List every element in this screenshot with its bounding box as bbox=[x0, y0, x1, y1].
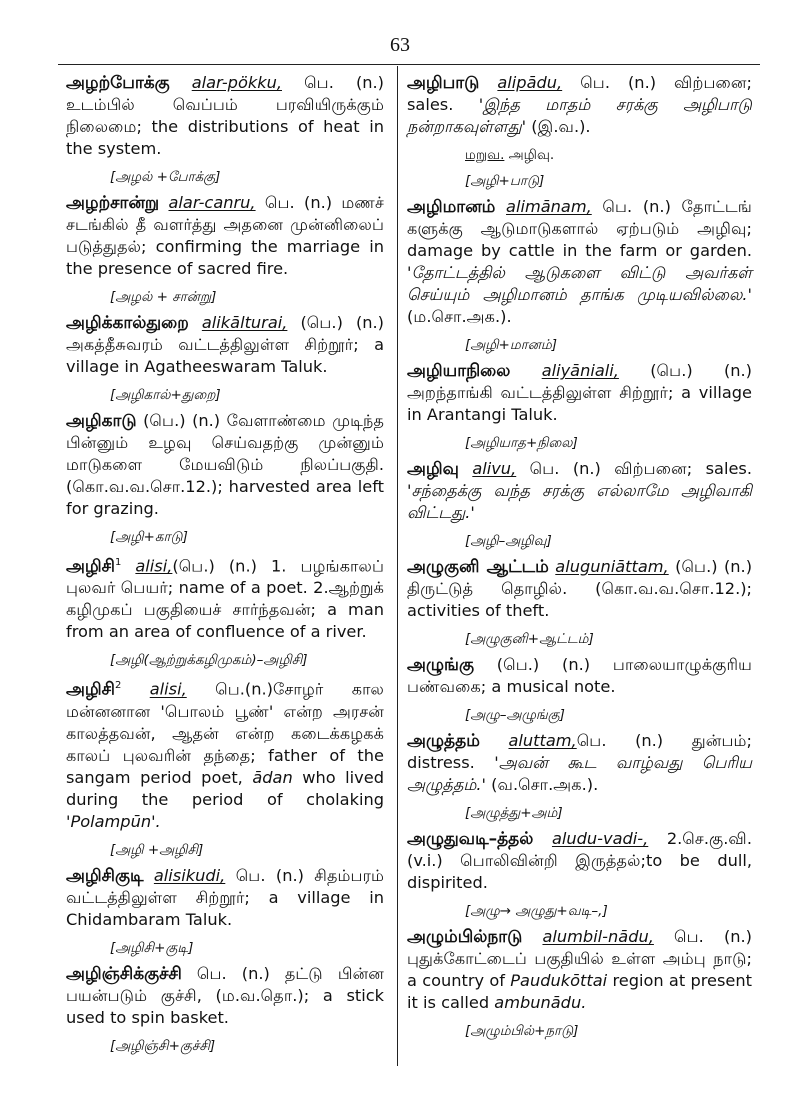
headword: அழிசி bbox=[66, 556, 115, 577]
definition-text: (பெ.) (n.) வேளாண்மை முடிந்த பின்னும் உழவு செய்வதற்கு முன்னும் மாடுகளை மேயவிடும் நிலப்பகுதி. (கொ.வ.வ.சொ.12.); harvested area left for grazing. bbox=[66, 411, 384, 518]
definition-text: (பெ.) (n.) பாலையாழுக்குரிய பண்வகை; a musical note. bbox=[407, 655, 752, 696]
headword: அழிவு bbox=[407, 459, 459, 479]
etymology: [அழல் +போக்கு] bbox=[110, 169, 221, 185]
dictionary-entry bbox=[66, 675, 384, 832]
definition-text: (இ.வ.). bbox=[526, 117, 591, 136]
left-column bbox=[66, 72, 384, 1061]
definition-text: (வ.சொ.அக.). bbox=[486, 775, 599, 794]
definition-text: பெ. (n.) உடம்பில் வெப்பம் பரவியிருக்கும் நிலைமை; the distributions of heat in the system. bbox=[66, 73, 384, 158]
example-italic: 'Polampūn'. bbox=[66, 811, 161, 831]
headword: அழிசிகுடி bbox=[66, 865, 144, 886]
transliteration: aluttam, bbox=[508, 731, 577, 750]
etymology: [அழிசி+குடி] bbox=[110, 939, 194, 956]
headword: அழற்போக்கு bbox=[66, 73, 170, 93]
dictionary-entry bbox=[407, 196, 752, 328]
right-column bbox=[407, 72, 752, 1046]
etymology: [அழல் + சான்று] bbox=[110, 289, 217, 305]
homonym-number: 2 bbox=[114, 680, 122, 692]
etymology: [அழிகால்+துறை] bbox=[110, 387, 221, 403]
dictionary-entry bbox=[407, 926, 752, 1014]
definition-text: பெ.(n.)சோழர் கால மன்னனான 'பொலம் பூண்' என்ற அரசன் காலத்தவன், ஆதன் என்ற கடைக்கழகக் காலப் புலவரின் தந்தை; father of the sangam period poet, bbox=[66, 679, 384, 787]
definition-text: பெ. (n.) மணச் சடங்கில் தீ வளர்த்து அதனை முன்னிலைப் படுத்துதல்; confirming the marriage in the presence of sacred fire. bbox=[66, 193, 384, 278]
etymology: [அழிஞ்சி+குச்சி] bbox=[110, 1037, 216, 1054]
definition-text: (பெ.) (n.) 1. பழங்காலப் புலவர் பெயர்; name of a poet. 2.ஆற்றுக் கழிமுகப் பகுதியைச் சார்ந்தவன்; a man from an area of confluence of a river. bbox=[66, 556, 384, 642]
headword: அழுத்தம் bbox=[407, 731, 480, 751]
header-rule bbox=[58, 64, 760, 65]
homonym-number: 1 bbox=[114, 557, 122, 568]
dictionary-entry bbox=[66, 410, 384, 520]
transliteration: aludu-vadi-, bbox=[551, 829, 649, 848]
transliteration: alisi, bbox=[135, 556, 173, 576]
definition-text: பெ. (n.) சிதம்பரம் வட்டத்திலுள்ள சிற்றூர்; a village in Chidambaram Taluk. bbox=[66, 865, 384, 929]
dictionary-entry bbox=[407, 72, 752, 138]
headword: அழிக்கால்துறை bbox=[66, 313, 189, 333]
headword: அழற்சான்று bbox=[66, 193, 160, 213]
column-divider bbox=[397, 66, 398, 1066]
dictionary-entry bbox=[66, 865, 384, 931]
etymology: [அழும்பில்+நாடு] bbox=[465, 1023, 579, 1039]
transliteration: alisikudi, bbox=[153, 865, 226, 885]
transliteration: alimānam, bbox=[506, 197, 592, 216]
etymology: [அழுகுனி+ஆட்டம்] bbox=[465, 631, 594, 647]
definition-text: who lived during the period of cholaking bbox=[66, 767, 384, 809]
transliteration: alar-pökku, bbox=[191, 73, 282, 92]
synonym-value: அழிவு. bbox=[504, 147, 555, 163]
etymology: [அழியாத+நிலை] bbox=[465, 435, 578, 451]
definition-text: (பெ.) (n.) திருட்டுத் தொழில். (கொ.வ.வ.சொ.12.); activities of theft. bbox=[407, 557, 753, 620]
definition-text: பெ. (n.) விற்பனை; sales. bbox=[516, 459, 752, 478]
dictionary-entry bbox=[407, 828, 752, 894]
transliteration: alikālturai, bbox=[201, 313, 288, 332]
headword: அழுகுனி ஆட்டம் bbox=[407, 557, 549, 577]
definition-text: பெ. (n.) புதுக்கோட்டைப் பகுதியில் உள்ள அம்பு நாடு; a country of bbox=[407, 927, 752, 990]
dictionary-entry bbox=[407, 556, 752, 622]
definition-text: பெ. (n.) தட்டு பின்ன பயன்படும் குச்சி, (ம.வ.தொ.); a stick used to spin basket. bbox=[66, 963, 384, 1027]
example-italic: ambunādu. bbox=[489, 993, 587, 1012]
etymology: [அழி+பாடு] bbox=[465, 173, 545, 189]
dictionary-entry bbox=[407, 360, 752, 426]
definition-text: பெ. (n.) தோட்டங் களுக்கு ஆடுமாடுகளால் ஏற்படும் அழிவு; damage by cattle in the farm or garden. bbox=[407, 197, 752, 260]
example-italic: 'இந்த மாதம் சரக்கு அழிபாடு நன்றாகவுள்ளது' bbox=[407, 95, 752, 136]
transliteration: aluguniāttam, bbox=[555, 557, 669, 576]
example-italic: 'அவன் கூட வாழ்வது பெரிய அழுத்தம்.' bbox=[407, 753, 752, 794]
headword: அழியாநிலை bbox=[407, 361, 511, 381]
etymology: [அழு→ அழுது+வடி–,] bbox=[465, 903, 608, 919]
transliteration: alipādu, bbox=[497, 73, 563, 92]
headword: அழுங்கு bbox=[407, 655, 474, 675]
etymology: [அழி+காடு] bbox=[110, 529, 188, 545]
definition-text: பெ. (n.) விற்பனை; sales. bbox=[407, 73, 752, 114]
dictionary-entry bbox=[407, 654, 752, 698]
definition-text: (பெ.) (n.) அகத்தீசுவரம் வட்டத்திலுள்ள சிற்றூர்; a village in Agatheeswaram Taluk. bbox=[66, 313, 384, 376]
headword: அழுதுவடி–த்தல் bbox=[407, 829, 534, 849]
etymology: [அழு–அழுங்கு] bbox=[465, 707, 565, 723]
dictionary-entry bbox=[407, 458, 752, 524]
definition-text: (ம.சொ.அக.). bbox=[407, 307, 512, 326]
example-italic: 'சந்தைக்கு வந்த சரக்கு எல்லாமே அழிவாகி விட்டது.' bbox=[407, 481, 752, 522]
headword: அழிகாடு bbox=[66, 411, 137, 431]
example-italic: Paudukōttai bbox=[505, 971, 608, 990]
dictionary-entry bbox=[66, 552, 384, 643]
etymology: [அழுத்து+அம்] bbox=[465, 805, 563, 821]
definition-text: (பெ.) (n.) அறந்தாங்கி வட்டத்திலுள்ள சிற்றூர்; a village in Arantangi Taluk. bbox=[407, 361, 752, 424]
etymology: [அழி+மானம்] bbox=[465, 337, 558, 353]
etymology: [அழி(ஆற்றுக்கழிமுகம்)–அழிசி] bbox=[110, 652, 308, 669]
transliteration: alumbil-nādu, bbox=[542, 927, 654, 946]
headword: அழிபாடு bbox=[407, 73, 480, 93]
dictionary-entry bbox=[66, 72, 384, 160]
headword: அழிஞ்சிக்குச்சி bbox=[66, 963, 182, 984]
headword: அழிசி bbox=[66, 679, 115, 700]
definition-text: region at present it is called bbox=[407, 971, 753, 1012]
example-italic: ādan bbox=[242, 767, 293, 787]
transliteration: aliyāniali, bbox=[541, 361, 619, 380]
dictionary-entry bbox=[66, 963, 384, 1029]
example-italic: 'தோட்டத்தில் ஆடுகளை விட்டு அவர்கள் செய்யும் அழிமானம் தாங்க முடியவில்லை.' bbox=[407, 263, 752, 304]
dictionary-entry bbox=[66, 192, 384, 280]
etymology: [அழி +அழிசி] bbox=[110, 841, 204, 858]
headword: அழும்பில்நாடு bbox=[407, 927, 523, 947]
transliteration: alisi, bbox=[149, 679, 187, 699]
definition-text: பெ. (n.) துன்பம்; distress. bbox=[407, 731, 752, 772]
synonym-label: மறுவ. bbox=[465, 147, 505, 163]
synonym-note bbox=[465, 146, 752, 164]
dictionary-entry bbox=[66, 312, 384, 378]
definition-text: 2.செ.கு.வி. (v.i.) பொலிவின்றி இருத்தல்;to be dull, dispirited. bbox=[407, 829, 752, 892]
transliteration: alar-canru, bbox=[168, 193, 256, 212]
headword: அழிமானம் bbox=[407, 197, 496, 217]
page-number: 63 bbox=[390, 34, 410, 56]
transliteration: alivu, bbox=[472, 459, 517, 478]
etymology: [அழி–அழிவு] bbox=[465, 533, 552, 549]
dictionary-entry bbox=[407, 730, 752, 796]
